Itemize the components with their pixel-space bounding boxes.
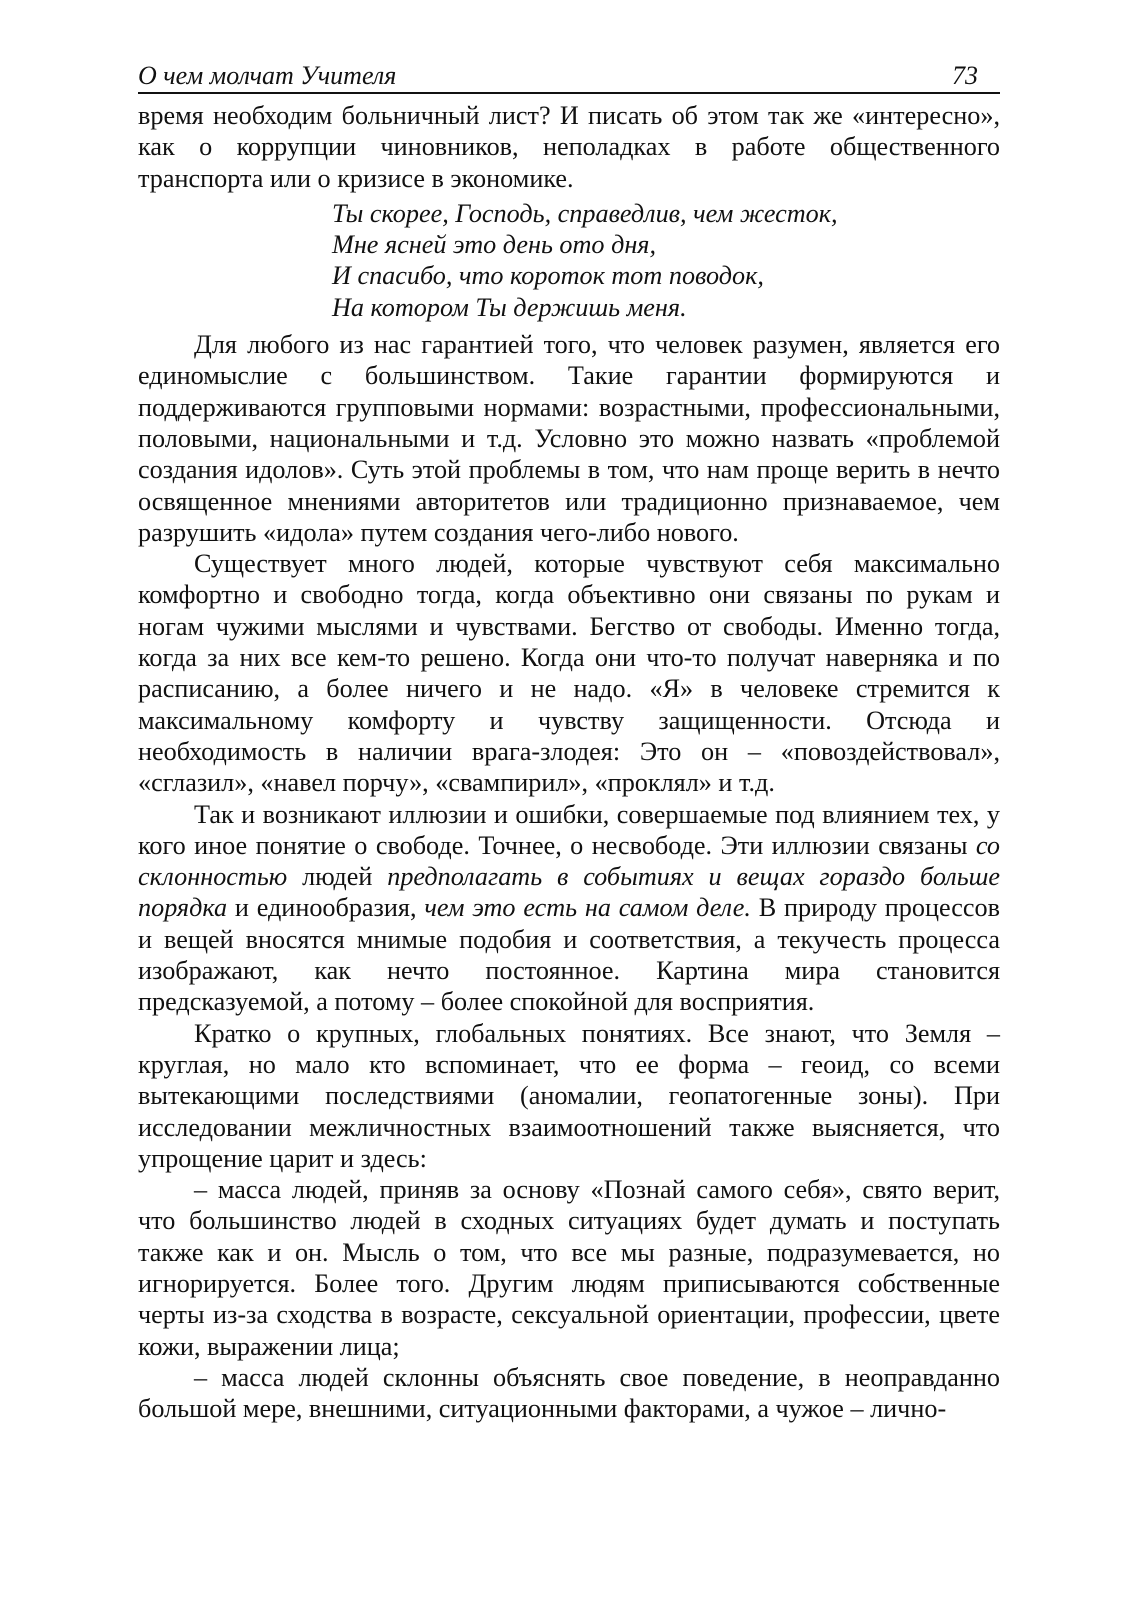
book-page: [138, 58, 1000, 1424]
verse-line: Мне ясней это день ото дня,: [332, 230, 657, 260]
text-span: и единообразия,: [227, 893, 425, 923]
paragraph-illusions: [138, 799, 1000, 1018]
running-head-title: О чем молчат Учителя: [138, 61, 397, 90]
verse-epigraph: [332, 198, 1000, 323]
italic-span: со склонностью: [138, 830, 1000, 892]
italic-span: предполагать в событиях и вещах гораздо больше порядка: [138, 862, 1000, 923]
paragraph-continued: время необходим больничный лист? И писать об этом так же «интересно», как о коррупции чиновников, неполадках в работе общественного транспорта или о кризисе в экономике.: [138, 101, 1000, 193]
paragraph: Кратко о крупных, глобальных понятиях. Все знают, что Земля – круглая, но мало кто вспоминает, что ее форма – геоид, со всеми вытекающими последствиями (аномалии, геопатогенные зоны). При исследовании межличностных взаимоотношений также выясняется, что упрощение царит и здесь:: [138, 1018, 1000, 1173]
verse-line: И спасибо, что короток тот поводок,: [332, 261, 764, 291]
text-span: Так и возникают иллюзии и ошибки, совершаемые под влиянием тех, у кого иное понятие о свободе. Точнее, о несвободе. Эти иллюзии связаны: [138, 799, 1000, 860]
text-span: В природу процессов и вещей вносятся мнимые подобия и соответствия, а текучесть процесса изображают, как нечто постоянное. Картина мира становится предсказуемой, а потому – более спокойной для восприятия.: [138, 893, 1000, 1017]
paragraph: Существует много людей, которые чувствуют себя максимально комфортно и свободно тогда, когда объективно они связаны по рукам и ногам чужими мыслями и чувствами. Бегство от свободы. Именно тогда, когда за них все кем-то решено. Когда они что-то получат наверняка и по расписанию, а более ничего и не надо. «Я» в человеке стремится к максимальному комфорту и чувству защищенности. Отсюда и необходимость в наличии врага-злодея: Это он – «повоздействовал», «сглазил», «навел порчу», «свампирил», «проклял» и т.д.: [138, 549, 1000, 798]
running-head: [138, 58, 1000, 94]
italic-span: чем это есть на самом деле.: [424, 893, 751, 923]
paragraph: Для любого из нас гарантией того, что человек разумен, является его единомыслие с большинством. Такие гарантии формируются и поддерживаются групповыми нормами: возрастными, профессиональными, половыми, национальными и т.д. Условно это можно назвать «проблемой создания идолов». Суть этой проблемы в том, что нам проще верить в нечто освященное мнениями авторитетов или традиционно признаваемое, чем разрушить «идола» путем создания чего-либо нового.: [138, 330, 1000, 547]
verse-line: Ты скорее, Господь, справедлив, чем жесток,: [332, 198, 838, 228]
list-item-paragraph: – масса людей, приняв за основу «Познай самого себя», свято верит, что большинство людей в сходных ситуациях будет думать и поступать также как и он. Мысль о том, что все мы разные, подразумевается, но игнорируется. Более того. Другим людям приписываются собственные черты из-за сходства в возрасте, сексуальной ориентации, профессии, цвете кожи, выражении лица;: [138, 1175, 1000, 1361]
text-span: людей: [287, 862, 388, 892]
body-text: [138, 100, 1000, 1424]
list-item-paragraph: – масса людей склонны объяснять свое поведение, в неоправданно большой мере, внешними, ситуационными факторами, а чужое – лично-: [138, 1362, 1000, 1424]
verse-line: На котором Ты держишь меня.: [332, 292, 687, 322]
page-number: 73: [952, 61, 978, 90]
